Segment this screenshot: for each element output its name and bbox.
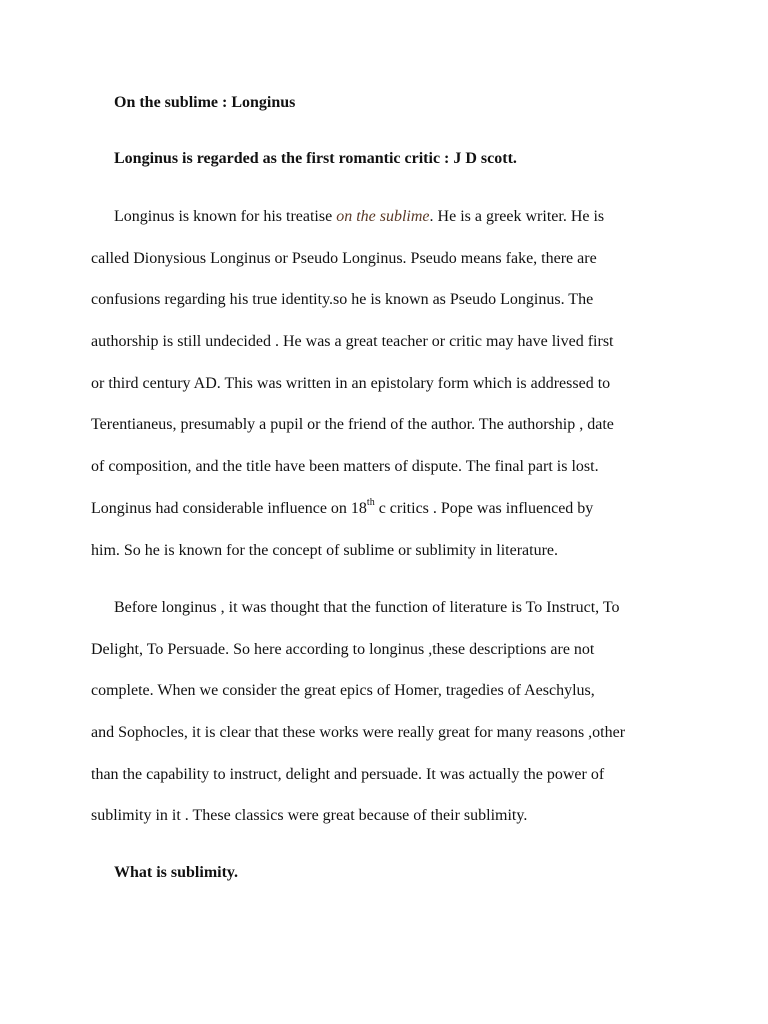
paragraph-2 [91,598,691,848]
ordinal-superscript: th [366,497,375,509]
quote-heading: Longinus is regarded as the first romantic critic : J D scott. [114,150,517,167]
paragraph-line: and Sophocles, it is clear that these works were really great for many reasons ,other [91,724,626,742]
paragraph-line: Terentianeus, presumably a pupil or the friend of the author. The authorship , date [91,416,614,434]
text-run: Longinus had considerable influence on 18 [91,499,367,517]
paragraph-line [91,207,691,249]
treatise-title: on the sublime [336,208,430,225]
paragraph-line: or third century AD. This was written in an epistolary form which is addressed to [91,374,611,392]
document-title: On the sublime : Longinus [114,94,296,111]
paragraph-line [91,499,691,541]
paragraph-line: called Dionysious Longinus or Pseudo Longinus. Pseudo means fake, there are [91,249,597,267]
paragraph-line: Before longinus , it was thought that the function of literature is To Instruct, To [114,599,620,616]
paragraph-line: authorship is still undecided . He was a great teacher or critic may have lived first [91,333,614,351]
text-run: Longinus is known for his treatise [114,208,337,225]
paragraph-line: than the capability to instruct, delight and persuade. It was actually the power of [91,765,605,783]
text-run: c critics . Pope was influenced by [374,499,594,517]
paragraph-line: him. So he is known for the concept of sublime or sublimity in literature. [91,541,559,559]
paragraph-line: confusions regarding his true identity.so he is known as Pseudo Longinus. The [91,291,594,309]
paragraph-line: complete. When we consider the great epics of Homer, tragedies of Aeschylus, [91,682,595,700]
paragraph-line: sublimity in it . These classics were great because of their sublimity. [91,807,528,825]
section-heading: What is sublimity. [114,864,239,881]
paragraph-line: of composition, and the title have been matters of dispute. The final part is lost. [91,458,599,476]
text-run: . He is a greek writer. He is [429,208,605,225]
paragraph-line: Delight, To Persuade. So here according to longinus ,these descriptions are not [91,640,595,658]
paragraph-1 [91,207,691,582]
